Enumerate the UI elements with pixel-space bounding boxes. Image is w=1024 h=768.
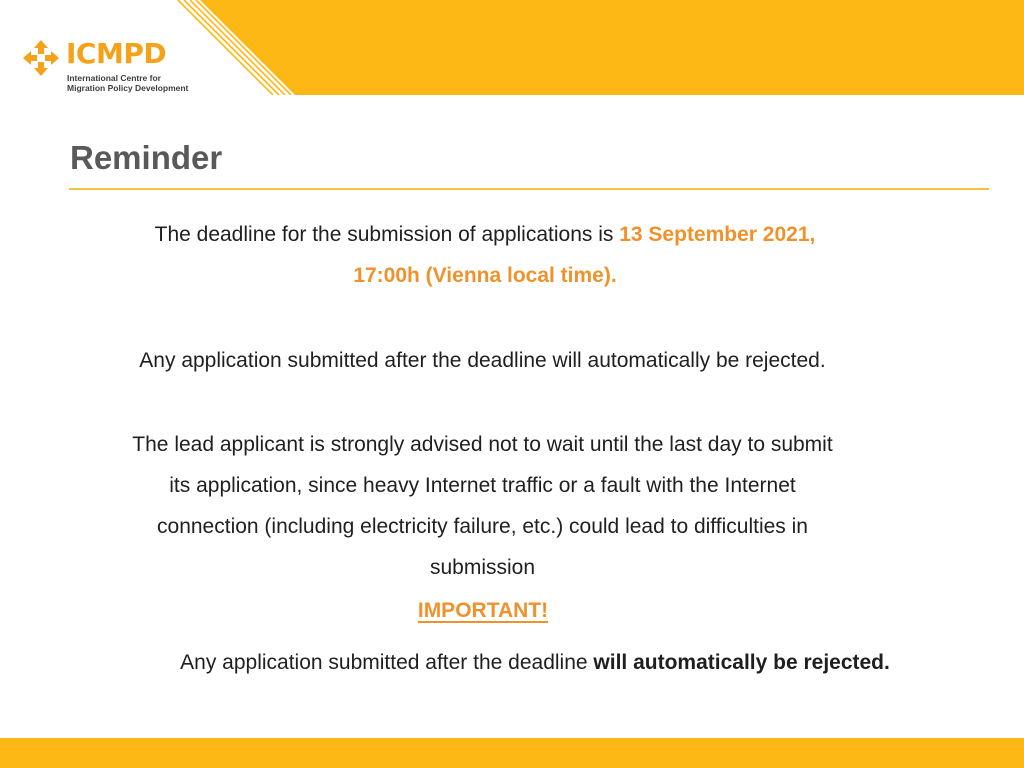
deadline-prefix: The deadline for the submission of applications is bbox=[154, 223, 620, 246]
final-note bbox=[70, 642, 1000, 683]
deadline-time: 17:00h (Vienna local time). bbox=[353, 264, 617, 287]
advice-line-2: its application, since heavy Internet traffic or a fault with the Internet bbox=[169, 474, 796, 497]
logo-wordmark bbox=[66, 39, 166, 69]
deadline-date: 13 September 2021, bbox=[619, 223, 816, 246]
logo-subtitle-line-1: International Centre for bbox=[67, 73, 161, 83]
logo-subtitle bbox=[67, 73, 188, 93]
advice-paragraph bbox=[20, 424, 945, 588]
bottom-accent-bar bbox=[0, 738, 1024, 768]
final-note-prefix: Any application submitted after the deadline bbox=[180, 651, 594, 674]
logo-word-mpd: MPD bbox=[95, 37, 167, 70]
deadline-paragraph bbox=[10, 214, 960, 296]
banner-yellow-band bbox=[200, 0, 1024, 95]
four-arrows-icon bbox=[22, 39, 60, 77]
slide-title: Reminder bbox=[70, 139, 223, 176]
advice-line-1: The lead applicant is strongly advised not to wait until the last day to submit bbox=[132, 433, 833, 456]
advice-line-3: connection (including electricity failure, etc.) could lead to difficulties in bbox=[157, 515, 808, 538]
advice-line-4: submission bbox=[429, 556, 536, 579]
rejection-note: Any application submitted after the deadline will automatically be rejected. bbox=[139, 349, 826, 372]
icmpd-logo bbox=[22, 37, 202, 97]
important-label-text: IMPORTANT! bbox=[417, 599, 549, 622]
final-note-emphasis: will automatically be rejected. bbox=[593, 651, 890, 674]
title-underline-rule bbox=[69, 188, 989, 190]
logo-subtitle-line-2: Migration Policy Development bbox=[67, 83, 189, 93]
important-label bbox=[0, 590, 966, 631]
logo-word-ic: IC bbox=[66, 37, 96, 70]
